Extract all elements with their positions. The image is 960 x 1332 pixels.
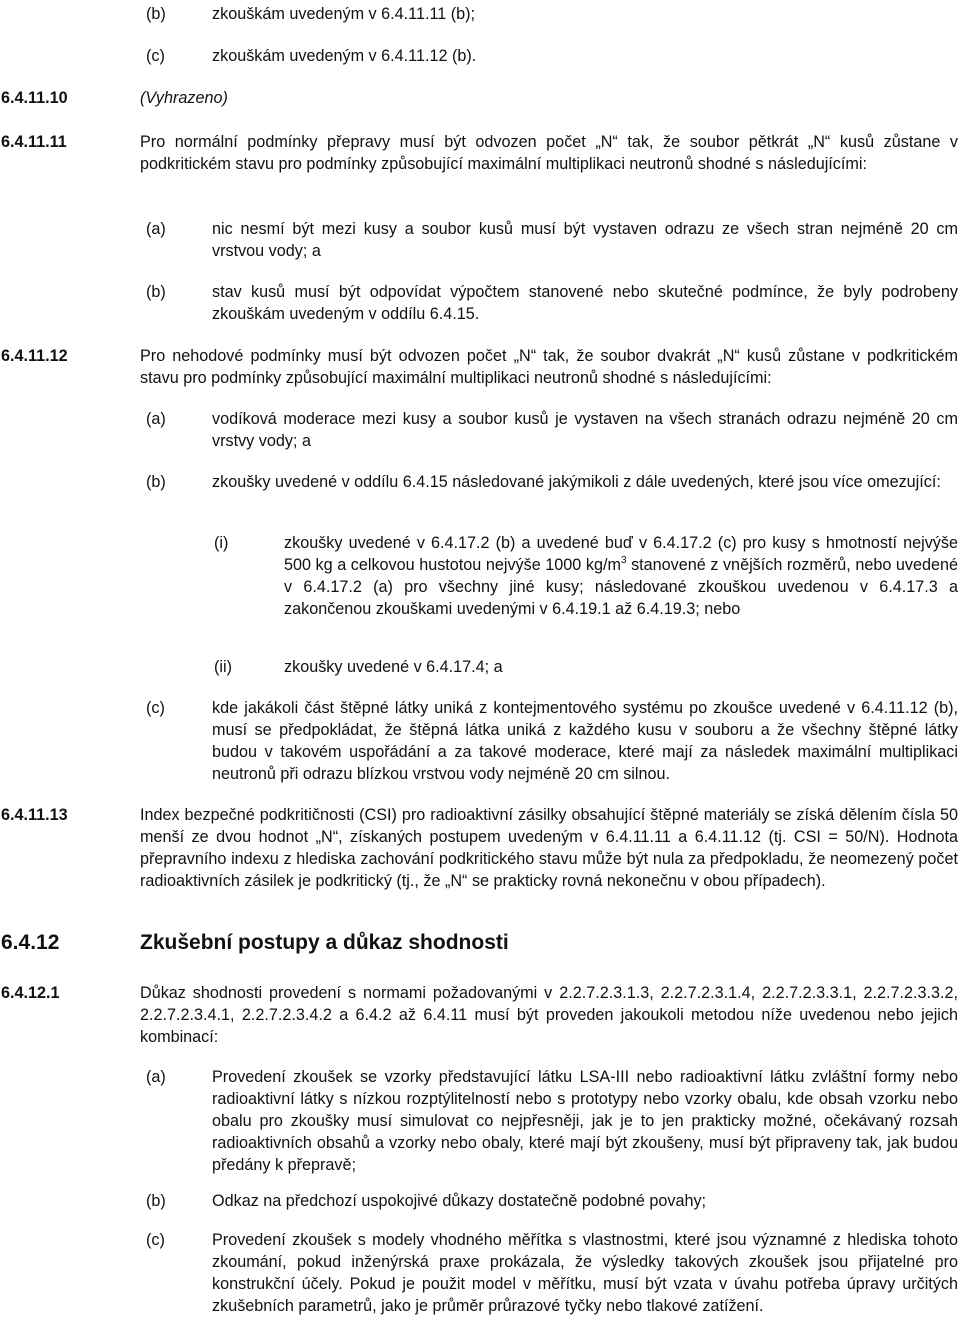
item-text: Provedení zkoušek s modely vhodného měřítka s vlastnostmi, které jsou významné z hlediska tohoto zkoumání, pokud inženýrská praxe prokázala, že výsledky takových zkoušek jsou přijatelné pro konstrukční účely. Pokud je použit model v měřítku, musí být vzata v úvahu potřeba úpravy určitých zkušebních parametrů, jako je průměr průrazové tyčky nebo tlakové zatížení. — [212, 1231, 958, 1315]
subitem-text-part-1: zkoušky uvedené v 6.4.17.2 (b) a uvedené buď v 6.4.17.2 (c) pro kusy s hmotností nejvýše 500 kg a celkovou hustotou nejvýše 1000 kg/m — [284, 534, 958, 574]
section-number: 6.4.11.10 — [1, 89, 68, 107]
item-label: (b) — [146, 283, 166, 301]
item-label: (c) — [146, 47, 165, 65]
subitem-label: (i) — [214, 534, 229, 552]
section-text: Pro normální podmínky přepravy musí být odvozen počet „N“ tak, že soubor pětkrát „N“ kusů zůstane v podkritickém stavu pro podmínky způsobující maximální multiplikaci neutronů shodné s následujícími: — [140, 133, 958, 173]
subitem-label: (ii) — [214, 658, 232, 676]
item-text: Provedení zkoušek se vzorky představující látku LSA-III nebo radioaktivní látku zvláštní formy nebo radioaktivní látky s nízkou rozptýlitelností nebo s prototypy nebo vzorky obalu, kde obsah vzorku nebo obalu pro zkoušky musí simulovat co nejpřesněji, jak je to jen prakticky možné, očekávaný rozsah radioaktivních obsahů a vzorky nebo obaly, které mají být zkoušeny, musí být připraveny tak, jak budou předány k přepravě; — [212, 1068, 958, 1174]
section-number: 6.4.11.11 — [1, 133, 67, 151]
section-number: 6.4.11.13 — [1, 806, 68, 824]
heading-number: 6.4.12 — [1, 931, 60, 954]
section-text: Pro nehodové podmínky musí být odvozen počet „N“ tak, že soubor dvakrát „N“ kusů zůstane v podkritickém stavu pro podmínky způsobující maximální multiplikaci neutronů shodné s následujícími: — [140, 347, 958, 387]
superscript: 3 — [620, 554, 627, 566]
item-label: (b) — [146, 5, 166, 23]
item-text: zkouškám uvedeným v 6.4.11.11 (b); — [212, 5, 476, 23]
item-text: nic nesmí být mezi kusy a soubor kusů musí být vystaven odrazu ze všech stran nejméně 20 cm vrstvou vody; a — [212, 220, 958, 260]
item-text: zkouškám uvedeným v 6.4.11.12 (b). — [212, 47, 477, 65]
item-text: Odkaz na předchozí uspokojivé důkazy dostatečně podobné povahy; — [212, 1192, 707, 1210]
item-label: (c) — [146, 699, 165, 717]
section-text: Důkaz shodnosti provedení s normami požadovanými v 2.2.7.2.3.1.3, 2.2.7.2.3.1.4, 2.2.7.2.3.3.1, 2.2.7.2.3.3.2, 2.2.7.2.3.4.1, 2.2.7.2.3.4.2 a 6.4.2 až 6.4.11 musí být proveden jakoukoli metodou níže uvedenou nebo jejich kombinací: — [140, 984, 958, 1046]
subitem-text: zkoušky uvedené v 6.4.17.4; a — [284, 658, 503, 676]
item-label: (a) — [146, 1068, 166, 1086]
item-label: (a) — [146, 220, 166, 238]
item-text: kde jakákoli část štěpné látky uniká z kontejmentového systému po zkoušce uvedené v 6.4.11.12 (b), musí se předpokládat, že štěpná látka uniká z každého kusu v souboru a že všechny štěpné látky budou v takovém uspořádání a za takové moderace, které mají za následek maximální multiplikaci neutronů při odrazu blízkou vrstvou vody nejméně 20 cm silnou. — [212, 699, 958, 783]
section-text: (Vyhrazeno) — [140, 89, 228, 107]
section-text: Index bezpečné podkritičnosti (CSI) pro radioaktivní zásilky obsahující štěpné materiály se získá dělením čísla 50 menší ze dvou hodnot „N“, získaných postupem uvedeným v 6.4.11.11 a 6.4.11.12 (tj. CSI = 50/N). Hodnota přepravního indexu z hlediska zachování podkritického stavu může být nula za předpokladu, že neomezený počet radioaktivních zásilek je podkritický (tj., že „N“ se prakticky rovná nekonečnu v obou případech). — [140, 806, 958, 890]
subitem-text-part-2: stanovené z vnějších rozměrů, nebo uvedené v 6.4.17.2 (a) pro všechny jiné kusy; následované zkouškou uvedenou v 6.4.17.3 a zakončenou zkouškami uvedenými v 6.4.19.1 až 6.4.19.3; nebo — [284, 556, 958, 618]
item-text: stav kusů musí být odpovídat výpočtem stanovené nebo skutečné podmínce, že byly podrobeny zkouškám uvedeným v oddílu 6.4.15. — [212, 283, 958, 323]
heading-title: Zkušební postupy a důkaz shodnosti — [140, 931, 509, 954]
item-label: (a) — [146, 410, 166, 428]
subitem-text — [284, 532, 958, 620]
item-text: vodíková moderace mezi kusy a soubor kusů je vystaven na všech stranách odrazu nejméně 20 cm vrstvy vody; a — [212, 410, 958, 450]
section-number: 6.4.12.1 — [1, 984, 60, 1002]
item-label: (b) — [146, 1192, 166, 1210]
item-text: zkoušky uvedené v oddílu 6.4.15 následované jakýmikoli z dále uvedených, které jsou více omezující: — [212, 473, 941, 491]
item-label: (c) — [146, 1231, 165, 1249]
item-label: (b) — [146, 473, 166, 491]
section-number: 6.4.11.12 — [1, 347, 68, 365]
